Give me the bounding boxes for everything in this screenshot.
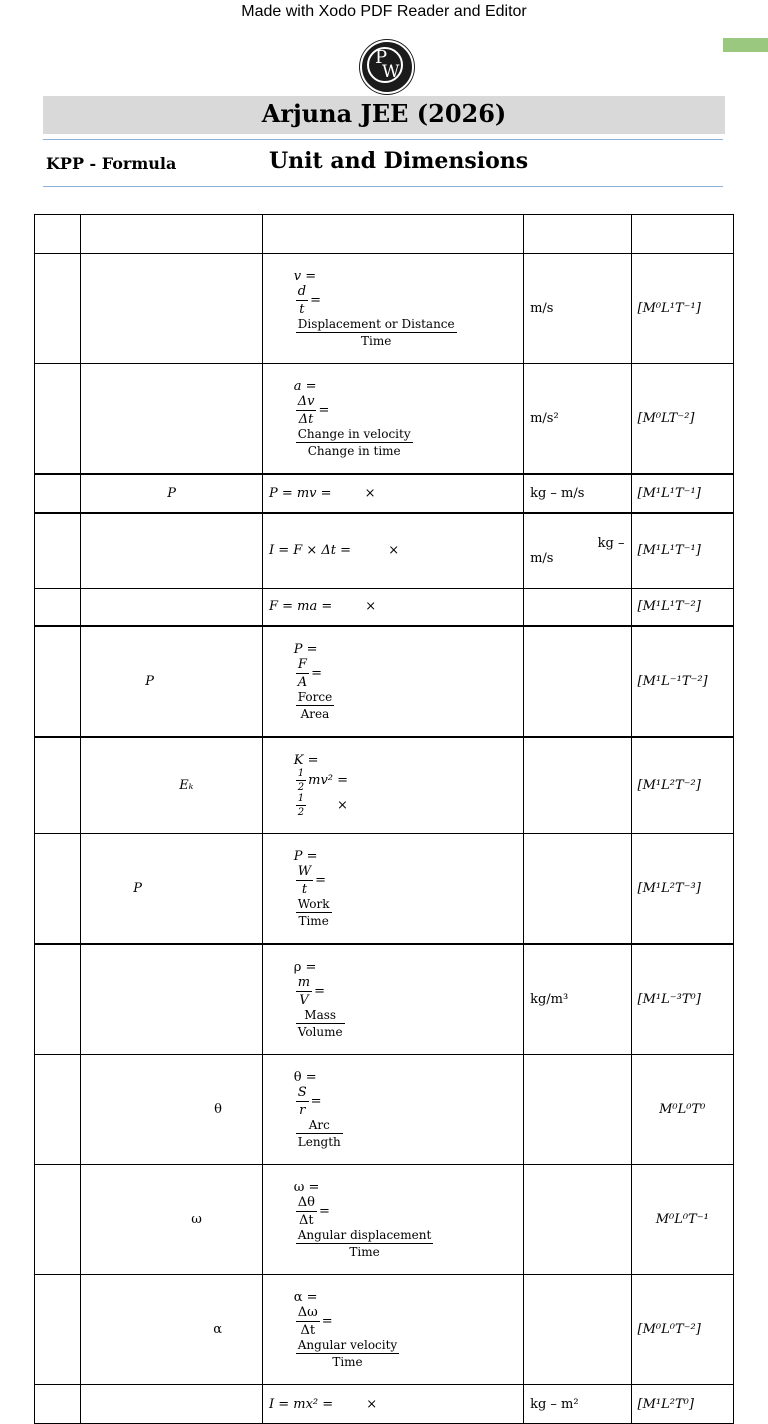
equals-sign: =	[311, 666, 323, 681]
formula-lhs: P =	[293, 849, 318, 864]
cell-serial	[35, 1165, 81, 1275]
table-row	[35, 1385, 734, 1424]
cell-serial	[35, 626, 81, 737]
cell-serial	[35, 513, 81, 588]
cell-formula: I = mx² = ×	[262, 1385, 523, 1424]
cell-unit	[524, 834, 631, 945]
cell-serial	[35, 364, 81, 475]
equals-sign: =	[314, 984, 325, 999]
cell-unit	[524, 1275, 631, 1385]
formula-fraction: $\frac{F}{A}$	[297, 657, 308, 690]
subtitle-kpp: KPP - Formula	[46, 154, 177, 173]
formula-lhs: θ =	[293, 1070, 317, 1085]
title-rule	[43, 139, 723, 140]
equals-sign: =	[310, 293, 321, 308]
cell-quantity	[81, 944, 263, 1055]
formula-word-fraction: $\frac{\text{Angular displacement}}{\text{Time}}$	[297, 1228, 432, 1259]
cell-quantity	[81, 215, 263, 254]
cell-dimension: [M¹L¹T⁻¹]	[631, 474, 733, 513]
formula-word-fraction: $\frac{\text{Arc}}{\text{Length}}$	[297, 1118, 341, 1149]
cell-unit	[524, 588, 631, 626]
cell-serial	[35, 834, 81, 945]
formula-table	[34, 214, 734, 1424]
unit-line-2: m/s	[530, 550, 554, 566]
green-tab-marker	[723, 38, 768, 52]
cell-quantity-symbol: θ	[81, 1055, 263, 1165]
formula-tail: ×	[308, 798, 348, 813]
cell-unit	[524, 215, 631, 254]
cell-quantity-symbol: P	[81, 626, 263, 737]
cell-dimension: [M¹L²T⁻²]	[631, 737, 733, 834]
pw-logo-letter-p: P	[375, 47, 388, 68]
cell-quantity	[81, 1385, 263, 1424]
cell-formula	[262, 254, 523, 364]
cell-formula	[262, 364, 523, 475]
table-row	[35, 737, 734, 834]
cell-quantity-symbol: Eₖ	[81, 737, 263, 834]
formula-lhs: ω =	[293, 1180, 320, 1195]
equals-sign: =	[321, 1314, 333, 1329]
table-row	[35, 1275, 734, 1385]
cell-unit	[524, 513, 631, 588]
table-row	[35, 588, 734, 626]
cell-formula	[262, 737, 523, 834]
cell-dimension: [M⁰LT⁻²]	[631, 364, 733, 475]
cell-dimension: [M¹L⁻¹T⁻²]	[631, 626, 733, 737]
formula-word-fraction: $\frac{\text{Angular velocity}}{\text{Time}}$	[297, 1338, 398, 1369]
formula-fraction: $\frac{\Delta v}{\Delta t}$	[297, 394, 315, 427]
formula-fraction: $\frac{S}{r}$	[297, 1085, 307, 1118]
pw-logo	[360, 40, 414, 94]
cell-formula	[262, 626, 523, 737]
cell-serial	[35, 588, 81, 626]
unit-line-1: kg –	[597, 535, 625, 551]
cell-serial	[35, 944, 81, 1055]
pw-logo-letter-w: W	[382, 62, 400, 82]
cell-formula: I = F × Δt = ×	[262, 513, 523, 588]
cell-formula	[262, 1055, 523, 1165]
half-fraction: $\frac{1}{2}$	[297, 793, 305, 818]
equals-sign: =	[315, 873, 327, 888]
cell-unit	[524, 737, 631, 834]
cell-unit: kg/m³	[524, 944, 631, 1055]
cell-dimension: [M¹L²T⁰]	[631, 1385, 733, 1424]
cell-dimension	[631, 215, 733, 254]
formula-lhs: P =	[293, 642, 318, 657]
cell-formula	[262, 834, 523, 945]
cell-formula	[262, 1165, 523, 1275]
cell-quantity-symbol: α	[81, 1275, 263, 1385]
cell-quantity-symbol: P	[81, 834, 263, 945]
cell-serial	[35, 1385, 81, 1424]
cell-unit: kg – m²	[524, 1385, 631, 1424]
formula-word-fraction: $\frac{\text{Displacement or Distance}}{\text{Time}}$	[297, 317, 455, 348]
formula-lhs: α =	[293, 1290, 318, 1305]
document-title: Arjuna JEE (2026)	[43, 96, 725, 134]
cell-serial	[35, 1275, 81, 1385]
formula-lhs: ρ =	[293, 960, 317, 975]
cell-unit	[524, 1165, 631, 1275]
cell-quantity-symbol: ω	[81, 1165, 263, 1275]
cell-formula	[262, 215, 523, 254]
cell-serial	[35, 254, 81, 364]
cell-dimension: [M⁰L⁰T⁻²]	[631, 1275, 733, 1385]
equals-sign: =	[310, 1094, 322, 1109]
formula-word-fraction: $\frac{\text{Force}}{\text{Area}}$	[297, 690, 333, 721]
table-row	[35, 513, 734, 588]
cell-unit	[524, 1055, 631, 1165]
cell-dimension: [M¹L¹T⁻²]	[631, 588, 733, 626]
subtitle-topic: Unit and Dimensions	[269, 148, 529, 174]
cell-dimension: M⁰L⁰T⁻¹	[631, 1165, 733, 1275]
cell-quantity	[81, 254, 263, 364]
cell-serial	[35, 215, 81, 254]
formula-lhs: K =	[293, 753, 319, 768]
table-row	[35, 626, 734, 737]
table-row	[35, 1165, 734, 1275]
subtitle-rule	[43, 186, 723, 187]
cell-unit	[524, 626, 631, 737]
cell-dimension: [M¹L⁻³T⁰]	[631, 944, 733, 1055]
formula-fraction: $\frac{m}{V}$	[297, 975, 311, 1008]
cell-unit: kg – m/s	[524, 474, 631, 513]
xodo-banner: Made with Xodo PDF Reader and Editor	[241, 3, 527, 20]
table-row	[35, 1055, 734, 1165]
table-row	[35, 834, 734, 945]
cell-formula: F = ma = ×	[262, 588, 523, 626]
cell-unit: m/s²	[524, 364, 631, 475]
cell-formula	[262, 944, 523, 1055]
cell-formula: P = mv = ×	[262, 474, 523, 513]
cell-quantity	[81, 588, 263, 626]
formula-mid: mv² =	[308, 773, 349, 788]
formula-word-fraction: $\frac{\text{Mass}}{\text{Volume}}$	[297, 1008, 343, 1039]
formula-fraction: $\frac{\Delta\theta}{\Delta t}$	[297, 1195, 315, 1228]
table-row	[35, 474, 734, 513]
cell-quantity	[81, 513, 263, 588]
cell-dimension: [M¹L¹T⁻¹]	[631, 513, 733, 588]
cell-unit: m/s	[524, 254, 631, 364]
half-fraction: $\frac{1}{2}$	[297, 768, 305, 793]
cell-formula	[262, 1275, 523, 1385]
equals-sign: =	[318, 1204, 330, 1219]
table-row	[35, 944, 734, 1055]
cell-dimension: [M¹L²T⁻³]	[631, 834, 733, 945]
formula-lhs: v =	[293, 269, 317, 284]
formula-word-fraction: $\frac{\text{Work}}{\text{Time}}$	[297, 897, 330, 928]
cell-dimension: M⁰L⁰T⁰	[631, 1055, 733, 1165]
cell-serial	[35, 1055, 81, 1165]
formula-fraction: $\frac{W}{t}$	[297, 864, 312, 897]
cell-dimension: [M⁰L¹T⁻¹]	[631, 254, 733, 364]
formula-lhs: a =	[293, 379, 317, 394]
formula-fraction: $\frac{\Delta\omega}{\Delta t}$	[297, 1305, 318, 1338]
cell-serial	[35, 474, 81, 513]
equals-sign: =	[318, 403, 330, 418]
cell-serial	[35, 737, 81, 834]
table-row	[35, 254, 734, 364]
table-row	[35, 215, 734, 254]
table-row	[35, 364, 734, 475]
formula-fraction: $\frac{d}{t}$	[297, 284, 307, 317]
cell-quantity-symbol: P	[81, 474, 263, 513]
formula-word-fraction: $\frac{\text{Change in velocity}}{\text{Change in time}}$	[297, 427, 411, 458]
cell-quantity	[81, 364, 263, 475]
